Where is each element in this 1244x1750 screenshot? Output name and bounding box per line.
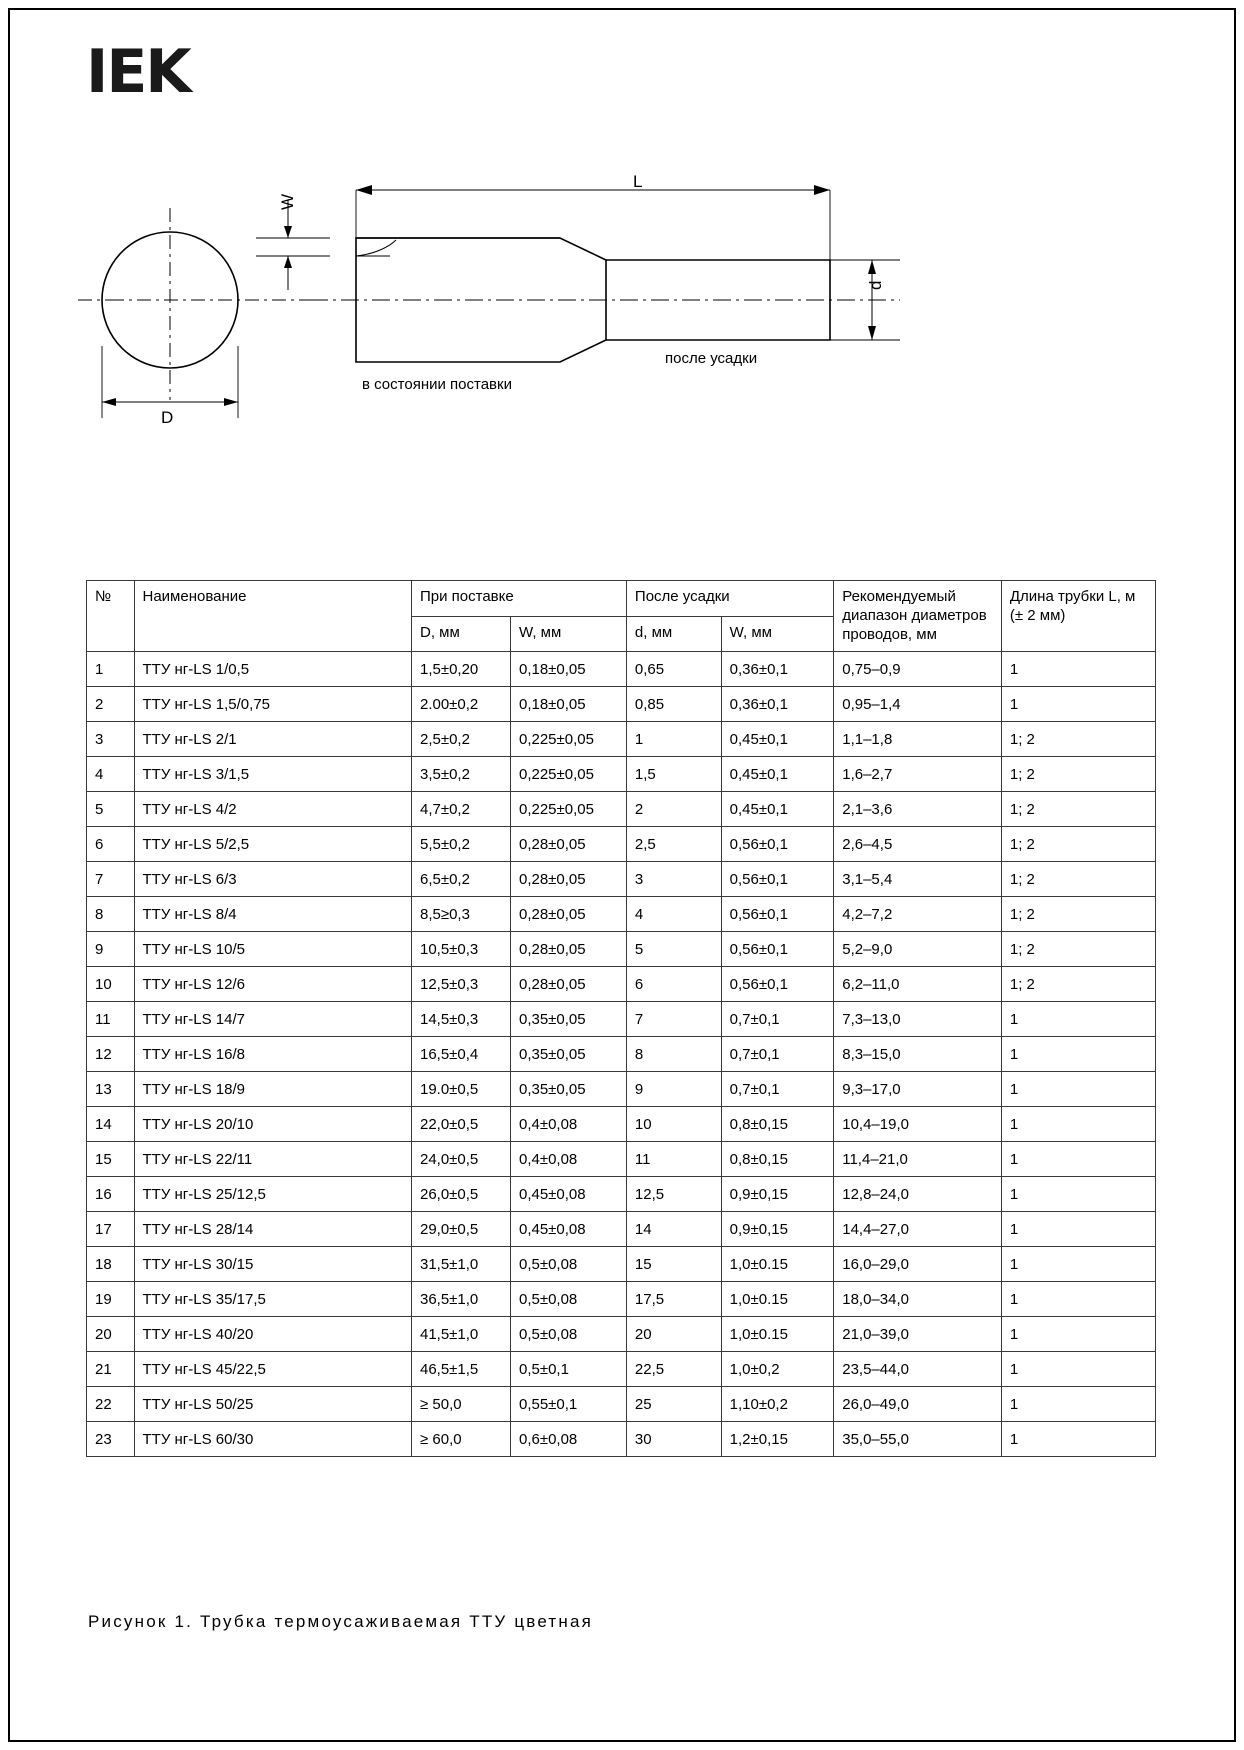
cell-D: 29,0±0,5 <box>411 1212 510 1247</box>
cell-W2: 0,7±0,1 <box>721 1072 834 1107</box>
cell-length: 1 <box>1001 1317 1155 1352</box>
iek-logo: IEK <box>86 37 190 107</box>
cell-d: 12,5 <box>626 1177 721 1212</box>
cell-W2: 0,56±0,1 <box>721 827 834 862</box>
cell-d: 7 <box>626 1002 721 1037</box>
cell-W: 0,5±0,1 <box>510 1352 626 1387</box>
cell-num: 3 <box>87 722 135 757</box>
cell-W: 0,28±0,05 <box>510 932 626 967</box>
cell-num: 20 <box>87 1317 135 1352</box>
cell-D: 2,5±0,2 <box>411 722 510 757</box>
cell-length: 1; 2 <box>1001 932 1155 967</box>
cell-D: 6,5±0,2 <box>411 862 510 897</box>
cell-num: 18 <box>87 1247 135 1282</box>
table-head <box>87 581 1156 652</box>
cell-num: 4 <box>87 757 135 792</box>
cell-range: 4,2–7,2 <box>834 897 1002 932</box>
table-row <box>87 862 1156 897</box>
th-after-shrink: После усадки <box>626 581 833 617</box>
cell-W2: 0,8±0,15 <box>721 1142 834 1177</box>
cell-range: 7,3–13,0 <box>834 1002 1002 1037</box>
cell-D: 2.00±0,2 <box>411 687 510 722</box>
cell-num: 7 <box>87 862 135 897</box>
th-sub-W: W, мм <box>510 616 626 652</box>
cell-num: 9 <box>87 932 135 967</box>
cell-range: 0,95–1,4 <box>834 687 1002 722</box>
cell-num: 16 <box>87 1177 135 1212</box>
cell-D: 16,5±0,4 <box>411 1037 510 1072</box>
cell-D: 24,0±0,5 <box>411 1142 510 1177</box>
cell-d: 10 <box>626 1107 721 1142</box>
cell-D: 1,5±0,20 <box>411 652 510 687</box>
cell-d: 2 <box>626 792 721 827</box>
cell-num: 2 <box>87 687 135 722</box>
table-row <box>87 1282 1156 1317</box>
cell-W: 0,28±0,05 <box>510 827 626 862</box>
cell-D: 3,5±0,2 <box>411 757 510 792</box>
cell-D: 19.0±0,5 <box>411 1072 510 1107</box>
cell-W: 0,4±0,08 <box>510 1107 626 1142</box>
cell-W: 0,28±0,05 <box>510 897 626 932</box>
cell-length: 1; 2 <box>1001 897 1155 932</box>
cell-length: 1 <box>1001 1247 1155 1282</box>
label-after-shrink: после усадки <box>665 350 758 367</box>
cell-name: ТТУ нг-LS 10/5 <box>134 932 411 967</box>
cell-W2: 0,56±0,1 <box>721 932 834 967</box>
cell-D: 41,5±1,0 <box>411 1317 510 1352</box>
cell-d: 0,65 <box>626 652 721 687</box>
cell-range: 1,6–2,7 <box>834 757 1002 792</box>
cell-range: 18,0–34,0 <box>834 1282 1002 1317</box>
cell-num: 13 <box>87 1072 135 1107</box>
cell-length: 1 <box>1001 1177 1155 1212</box>
table-row <box>87 1177 1156 1212</box>
cell-num: 23 <box>87 1422 135 1457</box>
table-row <box>87 897 1156 932</box>
cell-W: 0,18±0,05 <box>510 652 626 687</box>
th-name: Наименование <box>134 581 411 652</box>
cell-d: 9 <box>626 1072 721 1107</box>
cell-d: 22,5 <box>626 1352 721 1387</box>
cell-W2: 0,9±0,15 <box>721 1212 834 1247</box>
cell-length: 1 <box>1001 1002 1155 1037</box>
label-L: L <box>633 172 643 191</box>
cell-num: 6 <box>87 827 135 862</box>
cell-name: ТТУ нг-LS 60/30 <box>134 1422 411 1457</box>
th-recommended-range: Рекомендуемый диапазон диаметров проводов, мм <box>834 581 1002 652</box>
cell-D: 26,0±0,5 <box>411 1177 510 1212</box>
table-row <box>87 967 1156 1002</box>
cell-length: 1; 2 <box>1001 967 1155 1002</box>
cell-length: 1; 2 <box>1001 827 1155 862</box>
cell-name: ТТУ нг-LS 25/12,5 <box>134 1177 411 1212</box>
cell-range: 6,2–11,0 <box>834 967 1002 1002</box>
cell-W2: 0,45±0,1 <box>721 792 834 827</box>
cell-num: 10 <box>87 967 135 1002</box>
specification-table <box>86 580 1156 1457</box>
cell-W: 0,35±0,05 <box>510 1037 626 1072</box>
cell-D: 14,5±0,3 <box>411 1002 510 1037</box>
label-W: W <box>278 193 297 210</box>
cell-name: ТТУ нг-LS 3/1,5 <box>134 757 411 792</box>
cell-range: 8,3–15,0 <box>834 1037 1002 1072</box>
cell-W2: 1,0±0,2 <box>721 1352 834 1387</box>
cell-name: ТТУ нг-LS 8/4 <box>134 897 411 932</box>
cell-name: ТТУ нг-LS 22/11 <box>134 1142 411 1177</box>
cell-length: 1 <box>1001 1422 1155 1457</box>
cell-num: 17 <box>87 1212 135 1247</box>
cell-range: 26,0–49,0 <box>834 1387 1002 1422</box>
table-row <box>87 1107 1156 1142</box>
table-row <box>87 932 1156 967</box>
cell-range: 14,4–27,0 <box>834 1212 1002 1247</box>
cell-range: 16,0–29,0 <box>834 1247 1002 1282</box>
cell-name: ТТУ нг-LS 16/8 <box>134 1037 411 1072</box>
cell-D: 10,5±0,3 <box>411 932 510 967</box>
cell-length: 1 <box>1001 1352 1155 1387</box>
table-row <box>87 792 1156 827</box>
cell-W: 0,225±0,05 <box>510 792 626 827</box>
cell-name: ТТУ нг-LS 45/22,5 <box>134 1352 411 1387</box>
cell-range: 21,0–39,0 <box>834 1317 1002 1352</box>
cell-W: 0,45±0,08 <box>510 1177 626 1212</box>
cell-range: 5,2–9,0 <box>834 932 1002 967</box>
cell-W2: 0,36±0,1 <box>721 687 834 722</box>
table-row <box>87 1317 1156 1352</box>
cell-W: 0,28±0,05 <box>510 862 626 897</box>
cell-length: 1; 2 <box>1001 722 1155 757</box>
cell-num: 22 <box>87 1387 135 1422</box>
cell-W2: 1,0±0.15 <box>721 1317 834 1352</box>
table-row <box>87 1352 1156 1387</box>
cell-W: 0,225±0,05 <box>510 757 626 792</box>
cell-length: 1; 2 <box>1001 792 1155 827</box>
cell-D: 5,5±0,2 <box>411 827 510 862</box>
cell-d: 0,85 <box>626 687 721 722</box>
cell-d: 20 <box>626 1317 721 1352</box>
cell-W2: 0,8±0,15 <box>721 1107 834 1142</box>
cell-d: 2,5 <box>626 827 721 862</box>
cell-W: 0,225±0,05 <box>510 722 626 757</box>
cell-d: 5 <box>626 932 721 967</box>
cell-d: 1 <box>626 722 721 757</box>
cell-W2: 1,2±0,15 <box>721 1422 834 1457</box>
cell-name: ТТУ нг-LS 1,5/0,75 <box>134 687 411 722</box>
cell-W: 0,5±0,08 <box>510 1282 626 1317</box>
table-row <box>87 1142 1156 1177</box>
cell-d: 6 <box>626 967 721 1002</box>
cell-range: 3,1–5,4 <box>834 862 1002 897</box>
cell-range: 2,1–3,6 <box>834 792 1002 827</box>
cell-W2: 0,56±0,1 <box>721 897 834 932</box>
cell-W: 0,4±0,08 <box>510 1142 626 1177</box>
cell-length: 1 <box>1001 652 1155 687</box>
table-row <box>87 1247 1156 1282</box>
label-d: d <box>866 280 885 290</box>
table-row <box>87 652 1156 687</box>
cell-length: 1 <box>1001 687 1155 722</box>
cell-num: 15 <box>87 1142 135 1177</box>
cell-d: 30 <box>626 1422 721 1457</box>
cell-range: 11,4–21,0 <box>834 1142 1002 1177</box>
cell-length: 1 <box>1001 1282 1155 1317</box>
th-sub-d: d, мм <box>626 616 721 652</box>
cell-W: 0,18±0,05 <box>510 687 626 722</box>
cell-W2: 0,45±0,1 <box>721 722 834 757</box>
cell-d: 14 <box>626 1212 721 1247</box>
cell-range: 2,6–4,5 <box>834 827 1002 862</box>
cell-range: 0,75–0,9 <box>834 652 1002 687</box>
label-D: D <box>161 408 174 427</box>
cell-num: 21 <box>87 1352 135 1387</box>
cell-name: ТТУ нг-LS 40/20 <box>134 1317 411 1352</box>
cell-name: ТТУ нг-LS 30/15 <box>134 1247 411 1282</box>
cell-W: 0,55±0,1 <box>510 1387 626 1422</box>
th-num: № <box>87 581 135 652</box>
cell-num: 1 <box>87 652 135 687</box>
cell-d: 1,5 <box>626 757 721 792</box>
cell-W2: 0,45±0,1 <box>721 757 834 792</box>
cell-name: ТТУ нг-LS 18/9 <box>134 1072 411 1107</box>
cell-W2: 0,56±0,1 <box>721 967 834 1002</box>
cell-length: 1 <box>1001 1387 1155 1422</box>
table-body <box>87 652 1156 1457</box>
cell-name: ТТУ нг-LS 4/2 <box>134 792 411 827</box>
cell-name: ТТУ нг-LS 1/0,5 <box>134 652 411 687</box>
cell-length: 1 <box>1001 1142 1155 1177</box>
table-row <box>87 1212 1156 1247</box>
cell-name: ТТУ нг-LS 50/25 <box>134 1387 411 1422</box>
cell-W: 0,28±0,05 <box>510 967 626 1002</box>
cell-W: 0,6±0,08 <box>510 1422 626 1457</box>
table-row <box>87 1072 1156 1107</box>
cell-W: 0,5±0,08 <box>510 1247 626 1282</box>
cell-name: ТТУ нг-LS 20/10 <box>134 1107 411 1142</box>
cell-W2: 1,0±0.15 <box>721 1247 834 1282</box>
th-sub-W2: W, мм <box>721 616 834 652</box>
table-row <box>87 1037 1156 1072</box>
cell-num: 14 <box>87 1107 135 1142</box>
table-row <box>87 687 1156 722</box>
table-row <box>87 1002 1156 1037</box>
cell-range: 1,1–1,8 <box>834 722 1002 757</box>
cell-d: 4 <box>626 897 721 932</box>
cell-d: 8 <box>626 1037 721 1072</box>
cell-d: 3 <box>626 862 721 897</box>
cell-name: ТТУ нг-LS 6/3 <box>134 862 411 897</box>
cell-D: 22,0±0,5 <box>411 1107 510 1142</box>
cell-length: 1 <box>1001 1107 1155 1142</box>
cell-D: ≥ 60,0 <box>411 1422 510 1457</box>
cell-W2: 1,0±0.15 <box>721 1282 834 1317</box>
cell-num: 5 <box>87 792 135 827</box>
cell-range: 23,5–44,0 <box>834 1352 1002 1387</box>
cell-range: 10,4–19,0 <box>834 1107 1002 1142</box>
cell-d: 15 <box>626 1247 721 1282</box>
cell-name: ТТУ нг-LS 5/2,5 <box>134 827 411 862</box>
th-at-supply: При поставке <box>411 581 626 617</box>
cell-D: 46,5±1,5 <box>411 1352 510 1387</box>
cell-length: 1 <box>1001 1037 1155 1072</box>
cell-num: 11 <box>87 1002 135 1037</box>
th-length: Длина трубки L, м (± 2 мм) <box>1001 581 1155 652</box>
cell-name: ТТУ нг-LS 2/1 <box>134 722 411 757</box>
figure-caption: Рисунок 1. Трубка термоусаживаемая ТТУ цветная <box>88 1612 594 1631</box>
cell-length: 1 <box>1001 1072 1155 1107</box>
th-sub-D: D, мм <box>411 616 510 652</box>
cell-range: 35,0–55,0 <box>834 1422 1002 1457</box>
cell-W: 0,35±0,05 <box>510 1072 626 1107</box>
cell-W2: 0,9±0,15 <box>721 1177 834 1212</box>
cell-W: 0,35±0,05 <box>510 1002 626 1037</box>
cell-D: 8,5≥0,3 <box>411 897 510 932</box>
cell-W: 0,5±0,08 <box>510 1317 626 1352</box>
cell-length: 1; 2 <box>1001 862 1155 897</box>
cell-D: 4,7±0,2 <box>411 792 510 827</box>
cell-D: 36,5±1,0 <box>411 1282 510 1317</box>
cell-length: 1; 2 <box>1001 757 1155 792</box>
table-row <box>87 757 1156 792</box>
table-row <box>87 1422 1156 1457</box>
cell-W2: 1,10±0,2 <box>721 1387 834 1422</box>
cell-D: 31,5±1,0 <box>411 1247 510 1282</box>
technical-drawing <box>60 150 1060 480</box>
table-row <box>87 1387 1156 1422</box>
cell-d: 11 <box>626 1142 721 1177</box>
cell-d: 17,5 <box>626 1282 721 1317</box>
cell-W2: 0,36±0,1 <box>721 652 834 687</box>
cell-name: ТТУ нг-LS 12/6 <box>134 967 411 1002</box>
cell-length: 1 <box>1001 1212 1155 1247</box>
cell-name: ТТУ нг-LS 35/17,5 <box>134 1282 411 1317</box>
cell-W2: 0,7±0,1 <box>721 1037 834 1072</box>
cell-num: 8 <box>87 897 135 932</box>
cell-num: 12 <box>87 1037 135 1072</box>
cell-D: ≥ 50,0 <box>411 1387 510 1422</box>
cell-range: 12,8–24,0 <box>834 1177 1002 1212</box>
cell-name: ТТУ нг-LS 14/7 <box>134 1002 411 1037</box>
cell-W2: 0,7±0,1 <box>721 1002 834 1037</box>
cell-W2: 0,56±0,1 <box>721 862 834 897</box>
cell-W: 0,45±0,08 <box>510 1212 626 1247</box>
drawing-svg <box>60 150 1060 480</box>
cell-name: ТТУ нг-LS 28/14 <box>134 1212 411 1247</box>
table-row <box>87 722 1156 757</box>
cell-D: 12,5±0,3 <box>411 967 510 1002</box>
specification-table-wrapper <box>86 580 1156 1457</box>
label-supply-state: в состоянии поставки <box>362 376 512 393</box>
table-row <box>87 827 1156 862</box>
cell-d: 25 <box>626 1387 721 1422</box>
cell-range: 9,3–17,0 <box>834 1072 1002 1107</box>
table-header-row <box>87 581 1156 617</box>
cell-num: 19 <box>87 1282 135 1317</box>
